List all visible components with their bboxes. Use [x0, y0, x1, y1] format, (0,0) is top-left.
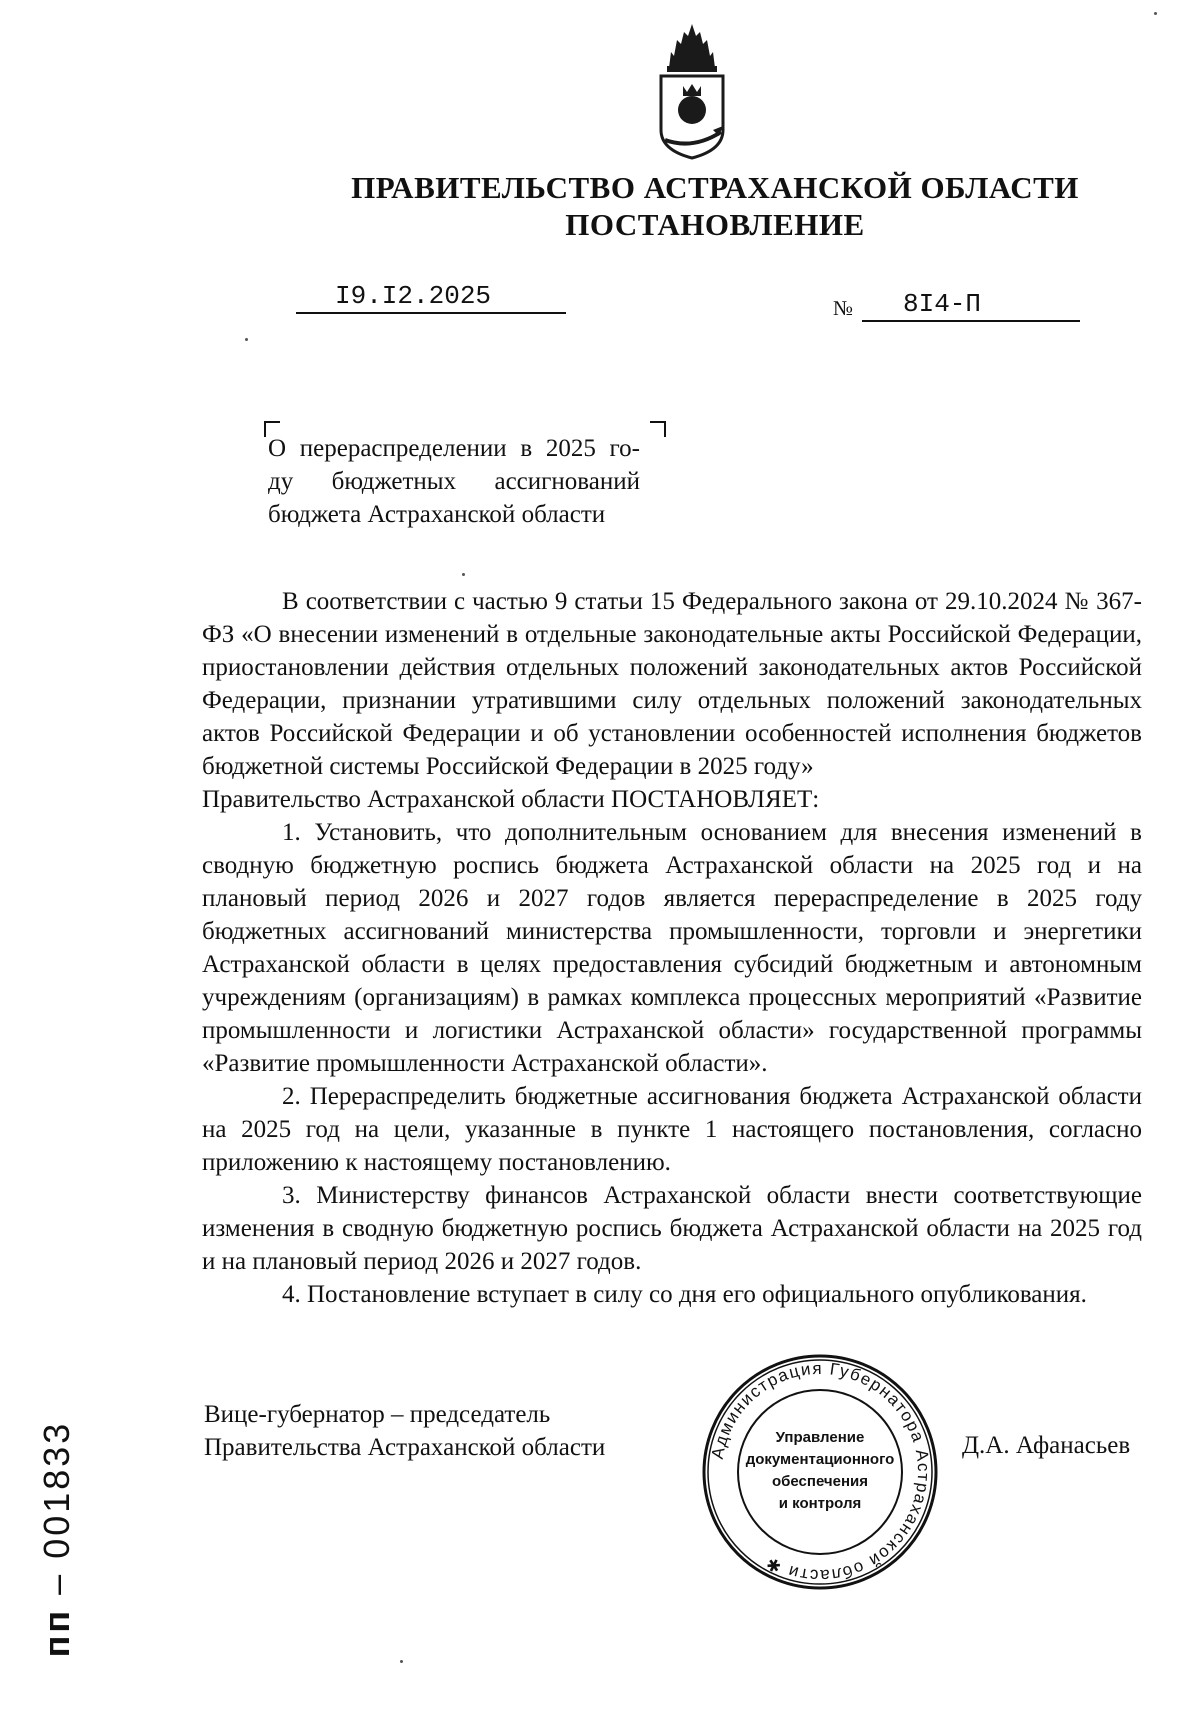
scan-speck — [245, 338, 248, 341]
stamp-center-line: и контроля — [778, 1495, 862, 1512]
preamble-paragraph: В соответствии с частью 9 статьи 15 Федерального закона от 29.10.2024 № 367-ФЗ «О внесении изменений в отдельные законодательные акты Российской Федерации, приостановлении действия отдельных положений законодательных актов Российской Федерации, признании утратившими силу отдельных положений законодательных актов Российской Федерации и об установлении особенностей исполнения бюджетов бюджетной системы Российской Федерации в 2025 году» — [202, 588, 1142, 780]
signer-name: Д.А. Афанасьев — [962, 1432, 1131, 1459]
stamp-ring-text: Администрация Губернатора Астраханской области ✱ — [707, 1358, 934, 1586]
stamp-center-line: обеспечения — [771, 1473, 869, 1490]
official-stamp — [700, 1352, 940, 1592]
coat-of-arms-emblem — [653, 22, 731, 164]
scan-speck — [1154, 12, 1157, 15]
scan-speck — [400, 1660, 403, 1663]
date-underline — [296, 312, 566, 314]
margin-prefix: пп — [36, 1607, 77, 1658]
subject-line: О перераспределении в 2025 го- — [268, 435, 640, 462]
document-date: I9.I2.2025 — [335, 281, 492, 311]
number-sign: № — [833, 296, 854, 320]
scan-speck — [462, 573, 465, 576]
resolution-line: Правительство Астраханской области ПОСТАНОВЛЯЕТ: — [202, 786, 820, 813]
item-paragraph: 1. Установить, что дополнительным основанием для внесения изменений в сводную бюджетную роспись бюджета Астраханской области на 2025 год и на плановый период 2026 и 2027 годов является перераспределение в 2025 году бюджетных ассигнований министерства промышленности, торговли и энергетики Астраханской области в целях предоставления субсидий бюджетным и автономным учреждениям (организациям) в рамках комплекса процессных мероприятий «Развитие промышленности и логистики Астраханской области» государственной программы «Развитие промышленности Астраханской области». — [202, 819, 1142, 1077]
subject-bracket-right — [650, 421, 666, 437]
item-paragraph: 4. Постановление вступает в силу со дня его официального опубликования. — [282, 1281, 1087, 1308]
number-underline — [862, 320, 1080, 322]
margin-registration-mark — [12, 1389, 102, 1689]
stamp-center-line: Управление — [775, 1429, 865, 1446]
stamp-center-line: документационного — [745, 1451, 895, 1468]
organization-title: ПРАВИТЕЛЬСТВО АСТРАХАНСКОЙ ОБЛАСТИ — [351, 170, 1079, 205]
document-number: 8I4-П — [903, 289, 982, 319]
item-paragraph: 3. Министерству финансов Астраханской области внести соответствующие изменения в сводную бюджетную роспись бюджета Астраханской области на 2025 год и на плановый период 2026 и 2027 годов. — [202, 1182, 1142, 1275]
signer-title-line: Вице-губернатор – председатель — [204, 1401, 551, 1428]
document-type-title: ПОСТАНОВЛЕНИЕ — [565, 207, 865, 242]
signer-title — [204, 1398, 605, 1464]
document-body — [202, 585, 1142, 1311]
signer-title-line: Правительства Астраханской области — [204, 1434, 606, 1461]
subject-line: бюджета Астраханской области — [268, 501, 606, 528]
subject-line: ду бюджетных ассигнований — [268, 468, 640, 495]
margin-separator: – — [36, 1558, 77, 1608]
document-subject — [268, 432, 640, 531]
item-paragraph: 2. Перераспределить бюджетные ассигнования бюджета Астраханской области на 2025 год на цели, указанные в пункте 1 настоящего постановления, согласно приложению к настоящему постановлению. — [202, 1083, 1142, 1176]
margin-number: 001833 — [36, 1420, 77, 1559]
